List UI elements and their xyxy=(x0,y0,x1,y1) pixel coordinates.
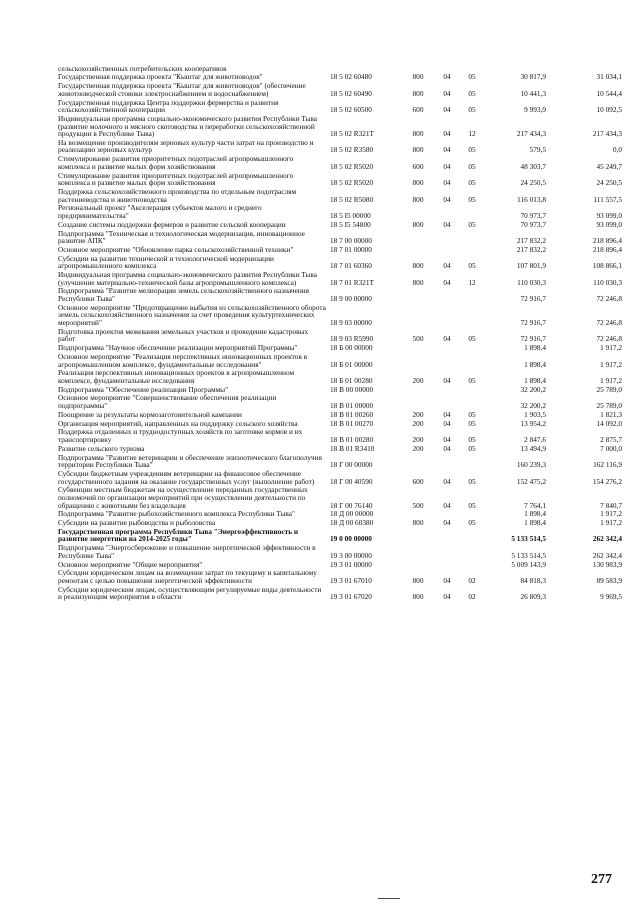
row-amount-year2: 25 789,0 xyxy=(596,401,622,411)
table-row xyxy=(58,394,622,410)
row-amount-year1: 72 916,7 xyxy=(520,334,546,344)
row-amount-year1: 5 133 514,5 xyxy=(511,550,546,560)
row-amount-year2: 1 917,2 xyxy=(600,509,622,519)
row-section xyxy=(432,245,462,254)
row-name: Субсидии юридическим лицам, осуществляющим регулируемые виды деятельности и реализующим мероприятия в области xyxy=(58,584,322,602)
row-code: 18 Г 00 00000 xyxy=(330,460,373,470)
row-code: 18 Г 00 40590 xyxy=(330,476,373,486)
row-name: Поддержка отдаленных и труднодоступных хозяйств по заготовке кормов и их транспортировку xyxy=(58,427,303,444)
table-row xyxy=(58,287,622,303)
row-subsection xyxy=(462,303,482,327)
row-amount-year2: 218 896,4 xyxy=(592,236,622,246)
row-expense-type: 800 xyxy=(412,129,424,139)
row-expense-type: 200 xyxy=(412,375,424,385)
row-subsection xyxy=(462,560,482,569)
row-name: Развитие сельского туризма xyxy=(58,443,145,453)
row-amount-year2: 218 896,4 xyxy=(592,244,622,254)
row-subsection: 05 xyxy=(468,145,476,155)
row-code: 18 Д 00 60380 xyxy=(330,518,374,528)
row-subsection: 05 xyxy=(468,375,476,385)
row-expense-type: 600 xyxy=(412,476,424,486)
row-expense-type xyxy=(404,352,432,368)
row-subsection xyxy=(462,394,482,410)
table-row xyxy=(58,270,622,286)
row-section: 04 xyxy=(443,592,451,602)
row-section: 04 xyxy=(443,261,451,271)
row-subsection: 05 xyxy=(468,418,476,428)
row-expense-type xyxy=(404,527,432,543)
row-expense-type xyxy=(404,287,432,303)
row-expense-type: 800 xyxy=(412,592,424,602)
row-code: 18 Б 00 00000 xyxy=(330,343,373,353)
row-subsection: 05 xyxy=(468,500,476,510)
row-expense-type: 200 xyxy=(412,443,424,453)
row-code: 18 В 01 00270 xyxy=(330,418,374,428)
row-section: 04 xyxy=(443,409,451,419)
page-number: 277 xyxy=(591,872,612,887)
row-code: 18 9 00 00000 xyxy=(330,294,372,304)
row-amount-year2: 72 246,8 xyxy=(596,334,622,344)
row-name: Организация мероприятий, направленных на поддержку сельского хозяйства xyxy=(58,418,298,428)
row-subsection xyxy=(462,245,482,254)
row-expense-type xyxy=(404,560,432,569)
row-code: 18 В 01 00000 xyxy=(330,401,374,411)
row-amount-year2: 14 092,0 xyxy=(596,418,622,428)
budget-allocation-table xyxy=(58,64,622,602)
row-name: На возмещение производителям зерновых культур части затрат на производство и реализацию зерновых культур xyxy=(58,137,314,155)
row-expense-type: 600 xyxy=(412,105,424,115)
row-amount-year2: 25 789,0 xyxy=(596,384,622,394)
table-row xyxy=(58,254,622,270)
row-amount-year2: 130 983,9 xyxy=(592,559,622,569)
row-amount-year1: 217 832,2 xyxy=(516,236,546,246)
row-expense-type: 800 xyxy=(412,261,424,271)
row-subsection: 12 xyxy=(468,129,476,139)
row-amount-year1: 70 973,7 xyxy=(520,219,546,229)
row-section xyxy=(432,385,462,394)
row-section: 04 xyxy=(443,129,451,139)
row-expense-type xyxy=(404,204,432,220)
row-subsection xyxy=(462,544,482,560)
row-name: Индивидуальная программа социально-экономического развития Республики Тыва (развитие молочного и мясного скотоводства и переработки сельскохозяйственной продукции в Республике Тыва) xyxy=(58,113,318,139)
row-subsection: 05 xyxy=(468,88,476,98)
row-amount-year1: 24 250,5 xyxy=(520,178,546,188)
row-section xyxy=(432,303,462,327)
row-amount-year1: 1 898,4 xyxy=(524,343,546,353)
row-amount-year1: 5 009 143,9 xyxy=(511,559,546,569)
table-row xyxy=(58,229,622,245)
row-amount-year2: 45 249,7 xyxy=(596,161,622,171)
divider-mark xyxy=(378,898,400,899)
table-row xyxy=(58,369,622,385)
row-expense-type: 800 xyxy=(412,575,424,585)
row-code: 19 3 01 67010 xyxy=(330,575,372,585)
row-code: 18 В 01 00260 xyxy=(330,409,374,419)
row-subsection: 05 xyxy=(468,219,476,229)
row-expense-type: 800 xyxy=(412,178,424,188)
row-amount-year2: 217 434,3 xyxy=(592,129,622,139)
row-name: Стимулирование развития приоритетных подотраслей агропромышленного комплекса и развитие малых форм хозяйствования xyxy=(58,170,294,188)
row-amount-year2: 1 917,2 xyxy=(600,518,622,528)
row-amount-year2: 10 544,4 xyxy=(596,88,622,98)
row-amount-year1: 116 013,8 xyxy=(517,194,546,204)
row-amount-year2: 0,0 xyxy=(612,145,622,155)
row-name: Подпрограмма "Энергосбережение и повышение энергетической эффективности в Республике Тыва" xyxy=(58,543,316,560)
row-subsection: 05 xyxy=(468,435,476,444)
table-row xyxy=(58,187,622,203)
row-name: Основное мероприятие "Совершенствование обеспечения реализации подпрограммы" xyxy=(58,393,277,411)
row-amount-year2: 72 246,8 xyxy=(596,294,622,304)
row-name: Государственная поддержка проекта "Кыштаг для животноводов" xyxy=(58,72,263,82)
row-expense-type: 800 xyxy=(412,277,424,287)
table-row xyxy=(58,428,622,444)
row-subsection xyxy=(462,385,482,394)
row-code: 18 7 01 60360 xyxy=(330,261,372,271)
row-code: 19 3 00 00000 xyxy=(330,550,372,560)
row-amount-year1: 9 993,9 xyxy=(524,105,546,115)
row-name: Подпрограмма "Техническая и технологическая модернизация, инновационное развитие АПК" xyxy=(58,228,305,246)
row-name: Подпрограмма "Научное обеспечение реализации мероприятий Программы" xyxy=(58,343,298,353)
row-subsection: 05 xyxy=(468,334,476,344)
table-row xyxy=(58,444,622,453)
row-amount-year2: 1 917,2 xyxy=(600,343,622,353)
row-name: Подпрограмма "Развитие рыбохозяйственного комплекса Республики Тыва" xyxy=(58,509,295,519)
row-code: 18 В 01 R3410 xyxy=(330,443,375,453)
row-amount-year2: 111 557,5 xyxy=(593,194,622,204)
row-code: 19 3 01 00000 xyxy=(330,559,372,569)
row-expense-type xyxy=(404,394,432,410)
row-code: 18 Г 00 76140 xyxy=(330,500,373,510)
row-amount-year2: 31 034,1 xyxy=(596,72,622,82)
row-section xyxy=(432,560,462,569)
row-code: 18 Д 00 00000 xyxy=(330,509,374,519)
row-code: 18 7 01 R321T xyxy=(330,277,374,287)
row-expense-type xyxy=(404,344,432,353)
row-expense-type xyxy=(404,385,432,394)
row-code: 18 5 02 60500 xyxy=(330,105,372,115)
row-code: 18 5 02 R5020 xyxy=(330,178,374,188)
row-amount-year2: 1 821,3 xyxy=(600,409,622,419)
row-expense-type: 200 xyxy=(412,409,424,419)
row-amount-year1: 1 898,4 xyxy=(524,359,546,369)
row-code: 18 9 03 00000 xyxy=(330,318,372,327)
row-expense-type: 200 xyxy=(412,418,424,428)
row-section: 04 xyxy=(443,145,451,155)
row-amount-year1: 107 801,9 xyxy=(516,261,546,271)
row-section: 04 xyxy=(443,277,451,287)
row-code: 18 9 03 R5990 xyxy=(330,334,374,344)
table-body xyxy=(58,64,622,602)
table-row xyxy=(58,98,622,114)
row-amount-year2: 108 866,1 xyxy=(592,261,622,271)
row-name: Субсидии юридическим лицам на возмещение затрат по текущему и капитальному ремонтам с целью повышения энергетической эффективности xyxy=(58,568,317,585)
row-subsection xyxy=(462,527,482,543)
row-section: 04 xyxy=(443,575,451,585)
table-row xyxy=(58,245,622,254)
row-name: Основное мероприятие "Реализация перспективных инновационных проектов в агропромышленном комплексе, фундаментальные исследования" xyxy=(58,351,308,369)
table-row xyxy=(58,544,622,560)
row-subsection: 05 xyxy=(468,409,476,419)
row-name: Региональный проект "Акселерация субъектов малого и среднего предпринимательства" xyxy=(58,203,262,220)
row-section xyxy=(432,453,462,469)
row-code: 18 5 02 R5020 xyxy=(330,161,374,171)
row-name: Основное мероприятие "Общие мероприятия" xyxy=(58,559,203,569)
table-row xyxy=(58,82,622,98)
row-code: 18 5 02 60490 xyxy=(330,88,372,98)
row-amount-year2: 262 342,4 xyxy=(592,534,622,544)
row-code: 18 В 00 00000 xyxy=(330,384,374,394)
row-amount-year1: 152 475,2 xyxy=(516,476,546,486)
row-expense-type xyxy=(404,229,432,245)
table-row xyxy=(58,155,622,171)
row-expense-type: 800 xyxy=(412,518,424,528)
row-section: 04 xyxy=(443,435,451,444)
table-row xyxy=(58,204,622,220)
row-section: 04 xyxy=(443,178,451,188)
row-name: Государственная программа Республики Тыва "Энергоэффективность и развитие энергетики на 2014-2025 годы" xyxy=(58,526,299,544)
row-expense-type xyxy=(404,453,432,469)
row-amount-year1: 72 916,7 xyxy=(520,294,546,304)
row-amount-year1: 1 903,5 xyxy=(524,409,546,419)
row-subsection: 05 xyxy=(468,105,476,115)
row-expense-type: 800 xyxy=(412,88,424,98)
table-row xyxy=(58,327,622,343)
row-amount-year2: 1 917,2 xyxy=(600,375,622,385)
row-name: Субсидии на развитие рыбоводства и рыболовства xyxy=(58,518,216,528)
row-amount-year2: 93 099,0 xyxy=(596,210,622,220)
row-amount-year1: 70 973,7 xyxy=(520,210,546,220)
table-row xyxy=(58,303,622,327)
row-expense-type: 600 xyxy=(412,161,424,171)
table-row xyxy=(58,486,622,510)
row-amount-year1: 84 818,3 xyxy=(520,575,546,585)
row-amount-year2: 93 099,0 xyxy=(596,219,622,229)
row-expense-type xyxy=(404,245,432,254)
row-name: Стимулирование развития приоритетных подотраслей агропромышленного комплекса и развитие малых форм хозяйствования xyxy=(58,154,294,171)
row-expense-type: 800 xyxy=(412,219,424,229)
row-code: 18 5 I5 00000 xyxy=(330,210,371,220)
row-section: 04 xyxy=(443,476,451,486)
row-name: Субвенции местным бюджетам на осуществление переданных государственных полномочий по организации мероприятий при осуществлении деятельности по обращению с животными без владельцев xyxy=(58,485,308,510)
row-code: 19 3 01 67020 xyxy=(330,592,372,602)
row-amount-year2: 9 969,5 xyxy=(600,592,622,602)
row-subsection: 02 xyxy=(468,575,476,585)
row-amount-year1: 1 898,4 xyxy=(524,375,546,385)
row-amount-year2: 7 840,7 xyxy=(600,500,622,510)
row-name: Основное мероприятие "Обновление парка сельскохозяйственной техники" xyxy=(58,244,294,254)
row-name: Субсидии на развитие технической и технологической модернизации агропромышленного комплекса xyxy=(58,253,274,271)
row-section: 04 xyxy=(443,334,451,344)
row-section: 04 xyxy=(443,375,451,385)
row-amount-year1: 217 832,2 xyxy=(516,244,546,254)
row-expense-type: 200 xyxy=(412,435,424,444)
row-amount-year1: 7 764,1 xyxy=(524,500,546,510)
row-amount-year2: 7 000,0 xyxy=(600,443,622,453)
row-code: 18 5 I5 54800 xyxy=(330,219,371,229)
row-code: 18 В 01 00280 xyxy=(330,435,374,444)
row-name: Подпрограмма "Развитие ветеринарии и обеспечение эпизоотического благополучия территории Республики Тыва" xyxy=(58,452,322,470)
table-row xyxy=(58,569,622,585)
row-section xyxy=(432,394,462,410)
table-row xyxy=(58,114,622,138)
row-amount-year1: 30 817,9 xyxy=(520,72,546,82)
table-row xyxy=(58,220,622,229)
row-expense-type: 500 xyxy=(412,500,424,510)
row-name: Реализация перспективных инновационных проектов в агропромышленном комплексе, фундаментальные исследования xyxy=(58,368,295,385)
row-subsection xyxy=(462,204,482,220)
row-section xyxy=(432,344,462,353)
row-amount-year2: 162 116,9 xyxy=(593,460,622,470)
row-expense-type: 800 xyxy=(412,72,424,82)
row-subsection: 05 xyxy=(468,178,476,188)
table-row xyxy=(58,410,622,419)
table-row xyxy=(58,585,622,601)
row-section xyxy=(432,204,462,220)
row-section: 04 xyxy=(443,105,451,115)
row-subsection xyxy=(462,229,482,245)
table-row xyxy=(58,518,622,527)
row-amount-year1: 26 809,3 xyxy=(520,592,546,602)
row-amount-year2: 154 276,2 xyxy=(592,476,622,486)
row-amount-year1: 579,5 xyxy=(529,145,546,155)
row-section xyxy=(432,544,462,560)
row-amount-year1: 32 200,2 xyxy=(520,384,546,394)
row-section xyxy=(432,287,462,303)
table-row xyxy=(58,469,622,485)
row-section: 04 xyxy=(443,161,451,171)
row-code: 18 Б 01 00280 xyxy=(330,375,373,385)
row-subsection: 05 xyxy=(468,261,476,271)
row-expense-type xyxy=(404,544,432,560)
row-section xyxy=(432,527,462,543)
row-subsection xyxy=(462,453,482,469)
row-subsection: 12 xyxy=(468,277,476,287)
row-amount-year2: 89 583,9 xyxy=(596,575,622,585)
row-subsection: 05 xyxy=(468,476,476,486)
row-name: Основное мероприятие "Предотвращение выбытия из сельскохозяйственного оборота земель сельскохозяйственного назначения за счет проведения культуртехнических мероприятий" xyxy=(58,302,326,327)
table-row xyxy=(58,138,622,154)
row-section: 04 xyxy=(443,72,451,82)
row-amount-year1: 2 847,6 xyxy=(524,435,546,444)
row-section: 04 xyxy=(443,418,451,428)
row-amount-year1: 1 898,4 xyxy=(524,518,546,528)
row-name: Поддержка сельскохозяйственного производства по отдельным подотраслям растениеводства и животноводства xyxy=(58,187,297,204)
row-section: 04 xyxy=(443,500,451,510)
row-expense-type xyxy=(404,303,432,327)
row-subsection: 02 xyxy=(468,592,476,602)
row-amount-year1: 217 434,3 xyxy=(516,129,546,139)
row-amount-year1: 13 954,2 xyxy=(520,418,546,428)
row-name: Подпрограмма "Развитие мелиорации земель сельскохозяйственного назначения Республики Тыва" xyxy=(58,286,310,304)
row-code: 19 0 00 00000 xyxy=(330,534,372,544)
row-expense-type: 800 xyxy=(412,194,424,204)
row-amount-year2: 2 875,7 xyxy=(600,435,622,444)
table-row xyxy=(58,453,622,469)
row-name: Индивидуальная программа социально-экономического развития Республики Тыва (улучшение материально-технической базы агропромышленного комплекса) xyxy=(58,270,318,287)
row-amount-year2: 1 917,2 xyxy=(600,359,622,369)
row-subsection: 05 xyxy=(468,443,476,453)
row-subsection xyxy=(462,287,482,303)
row-amount-year2: 24 250,5 xyxy=(596,178,622,188)
row-name: Поощрение за результаты кормозаготовительной кампании xyxy=(58,409,242,419)
row-code: 18 5 02 R321T xyxy=(330,129,374,139)
row-section xyxy=(432,229,462,245)
row-subsection: 05 xyxy=(468,518,476,528)
row-amount-year1: 72 916,7 xyxy=(520,318,546,327)
row-section xyxy=(432,352,462,368)
row-amount-year1: 1 898,4 xyxy=(524,509,546,519)
row-name: Государственная поддержка проекта "Кыштаг для животноводов" (обеспечение животноводческой стоянки электроснабжением и водоснабжением) xyxy=(58,81,306,98)
row-section: 04 xyxy=(443,194,451,204)
row-section: 04 xyxy=(443,88,451,98)
row-code: 18 5 02 60480 xyxy=(330,72,372,82)
row-amount-year2: 262 342,4 xyxy=(592,550,622,560)
row-amount-year1: 13 494,9 xyxy=(520,443,546,453)
table-row xyxy=(58,352,622,368)
row-amount-year1: 5 133 514,5 xyxy=(511,534,546,544)
table-row xyxy=(58,171,622,187)
row-name: сельскохозяйственных потребительских кооперативов xyxy=(58,63,227,73)
row-section: 04 xyxy=(443,219,451,229)
row-subsection: 05 xyxy=(468,161,476,171)
row-code: 18 5 02 R5080 xyxy=(330,194,374,204)
row-code: 18 Б 01 00000 xyxy=(330,359,373,369)
row-code: 18 7 00 00000 xyxy=(330,236,372,246)
row-section: 04 xyxy=(443,518,451,528)
row-subsection xyxy=(462,344,482,353)
row-name: Государственная поддержка Центра поддержки фермерства и развития сельскохозяйственной кооперации xyxy=(58,97,279,115)
row-code: 18 5 02 R3580 xyxy=(330,145,374,155)
row-amount-year1: 48 303,7 xyxy=(520,161,546,171)
row-name: Подготовка проектов межевания земельных участков и проведение кадастровых работ xyxy=(58,326,309,344)
row-amount-year1: 32 200,2 xyxy=(520,401,546,411)
row-name: Подпрограмма "Обеспечение реализации Программы" xyxy=(58,384,229,394)
row-amount-year1: 160 239,3 xyxy=(516,460,546,470)
row-subsection: 05 xyxy=(468,194,476,204)
row-amount-year1: 10 441,3 xyxy=(520,88,546,98)
row-subsection: 05 xyxy=(468,72,476,82)
row-expense-type: 500 xyxy=(412,334,424,344)
row-expense-type: 800 xyxy=(412,145,424,155)
row-name: Создание системы поддержки фермеров и развитие сельской кооперации xyxy=(58,219,286,229)
row-section: 04 xyxy=(443,443,451,453)
table-row xyxy=(58,527,622,543)
row-amount-year2: 110 030,3 xyxy=(593,277,622,287)
row-code: 18 7 01 00000 xyxy=(330,244,372,254)
row-amount-year1: 110 030,3 xyxy=(517,277,546,287)
row-subsection xyxy=(462,352,482,368)
row-amount-year2: 72 246,8 xyxy=(596,318,622,327)
row-amount-year2: 10 092,5 xyxy=(596,105,622,115)
row-name: Субсидии бюджетным учреждениям ветеринарии на финансовое обеспечение государственного задания на оказание государственных услуг (выполнение работ) xyxy=(58,468,315,486)
